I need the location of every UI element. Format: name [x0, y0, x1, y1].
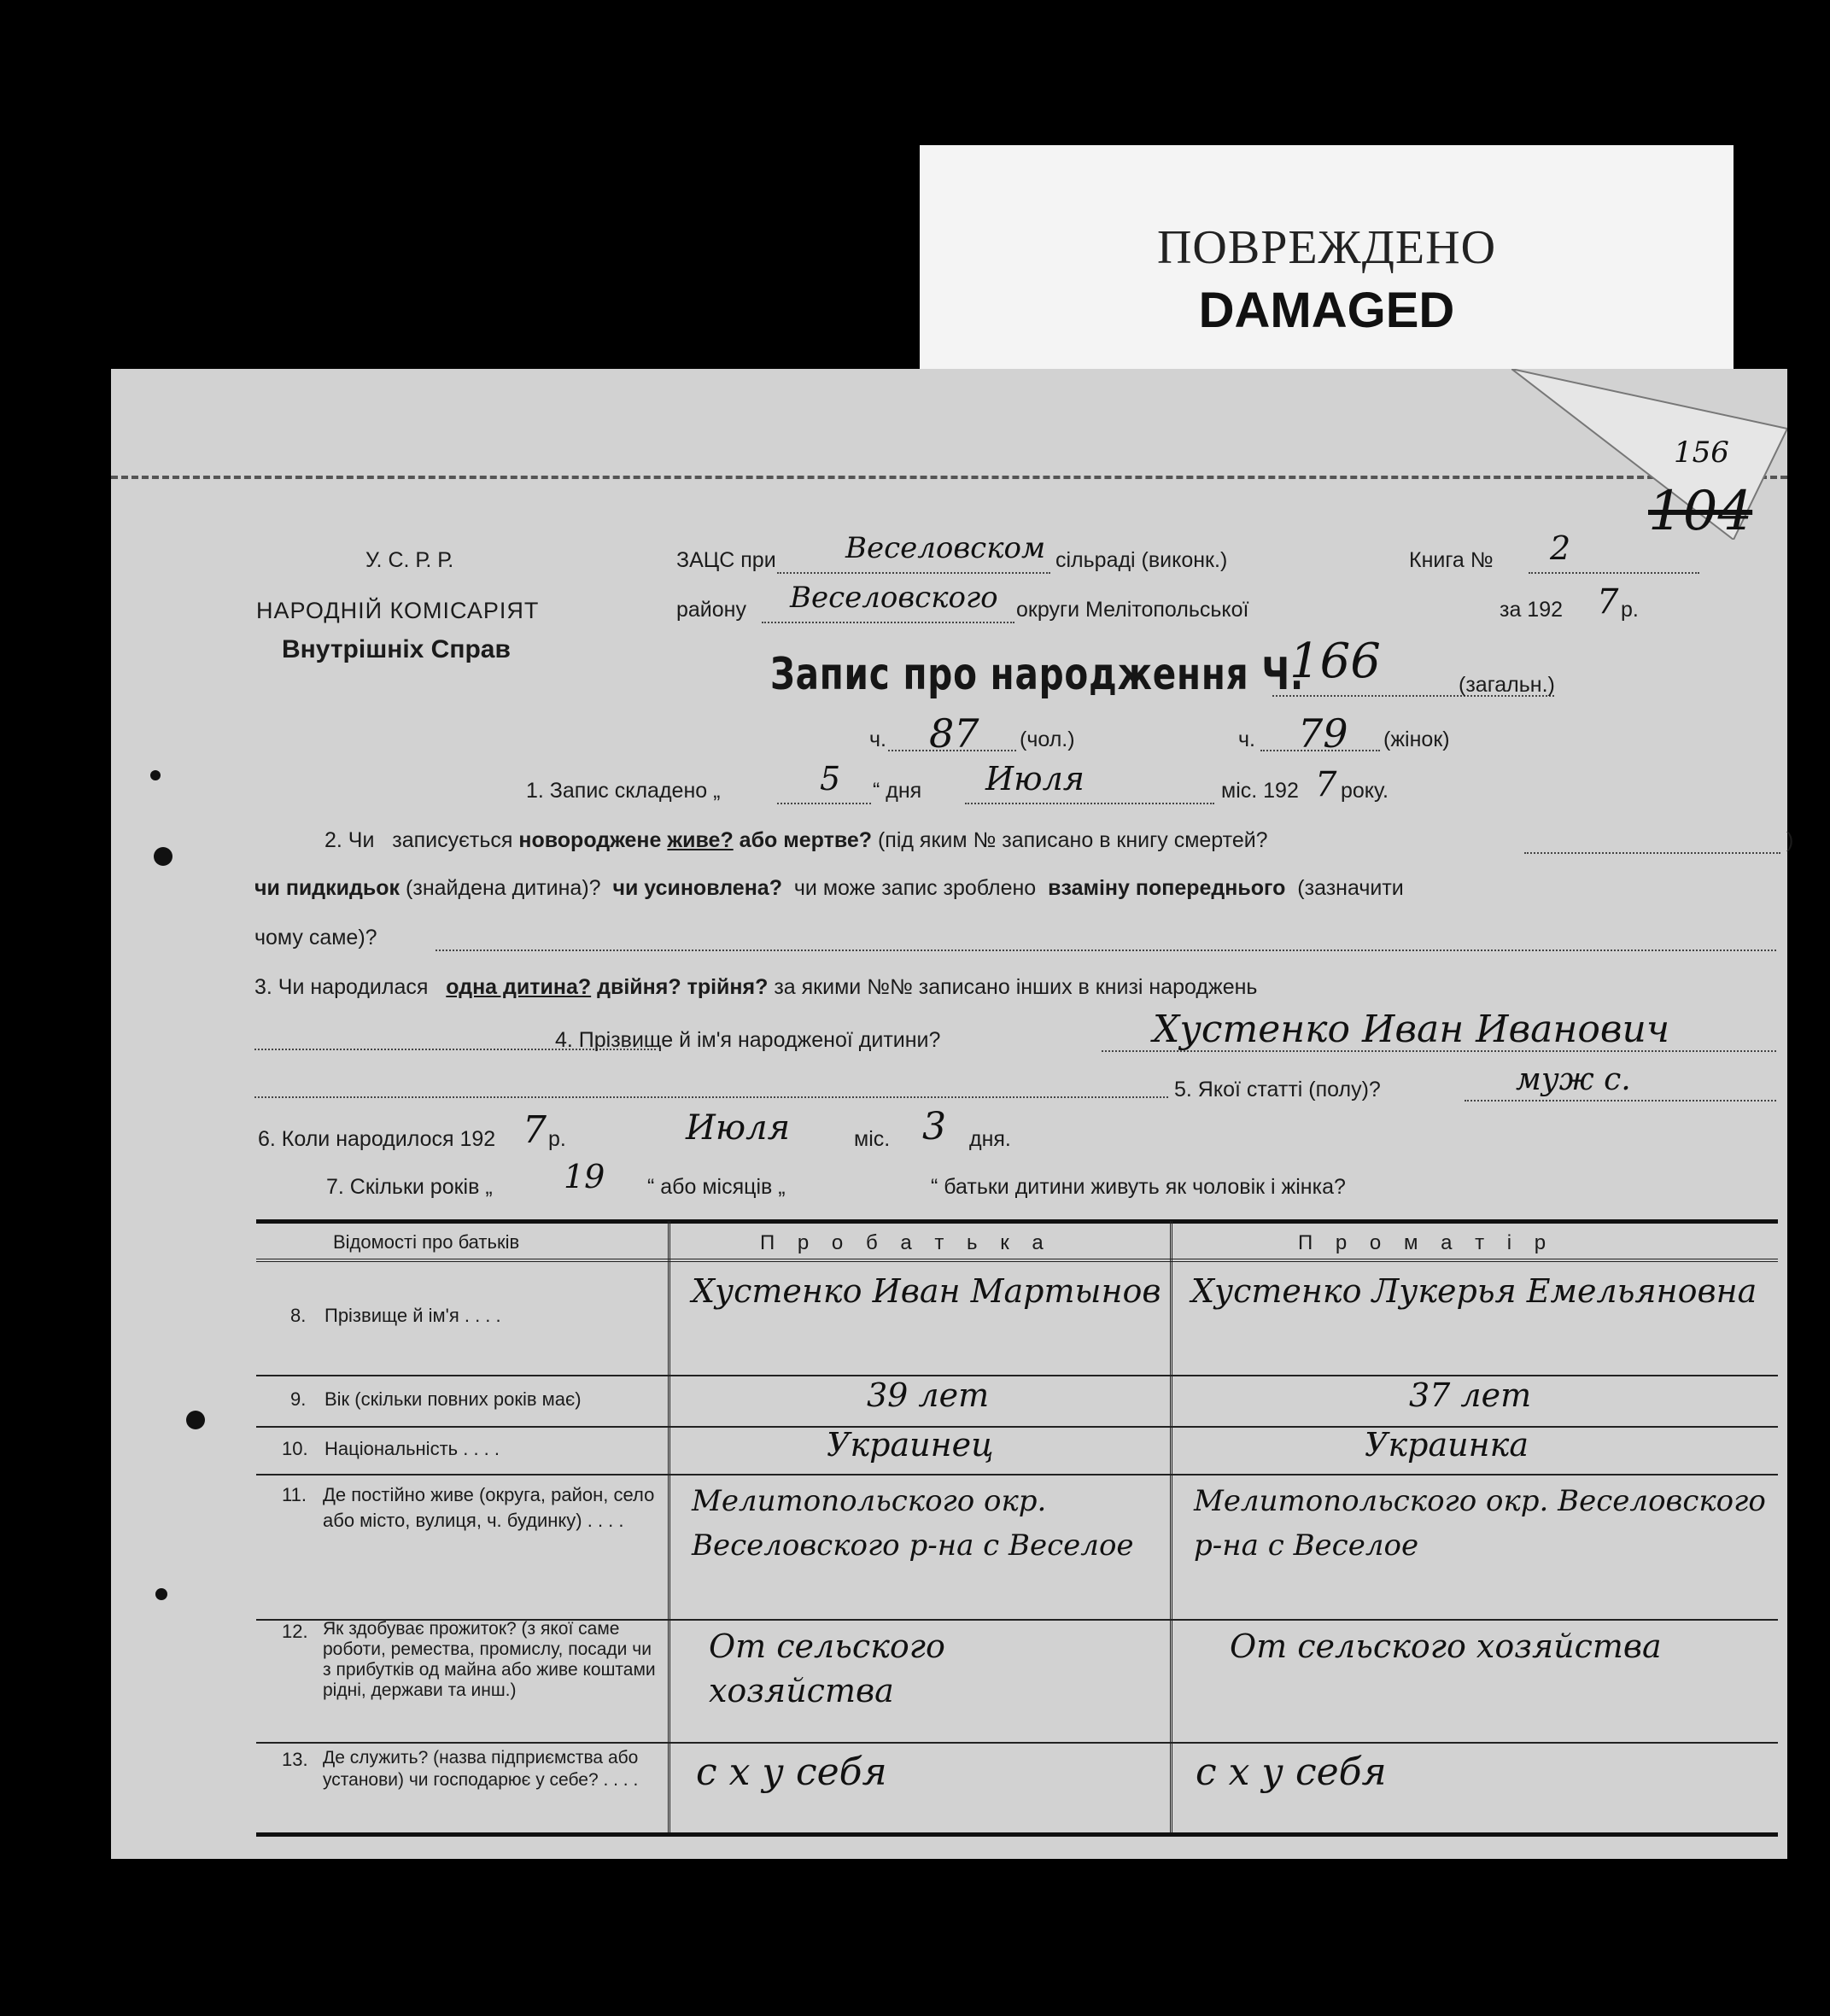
row10-label: Національність . . . . [324, 1438, 500, 1459]
q2-num: 2. Чи [324, 828, 375, 852]
q1-year-digit: 7 [1315, 765, 1337, 804]
row11-num: 11. [282, 1484, 307, 1505]
row11-mother: Мелитопольского окр. Веселовского р-на с Веселое [1194, 1484, 1766, 1563]
q1-month-word: міс. 192 [1221, 779, 1299, 803]
q2-text-e: (зазначити [1297, 876, 1404, 900]
damaged-stamp [920, 145, 1734, 401]
record-number: 166 [1289, 634, 1381, 689]
damaged-stamp-en: DAMAGED [1198, 283, 1455, 338]
q6-label: 6. Коли народилося 192 [258, 1127, 496, 1151]
damaged-stamp-ru: ПОВРЕЖДЕНО [1156, 221, 1497, 274]
table-header-info: Відомості про батьків [333, 1231, 520, 1253]
republic-label: У. С. Р. Р. [365, 548, 454, 572]
q3-twins: двійня? [597, 975, 681, 999]
female-count: 79 [1298, 710, 1348, 757]
table-header-father: П р о б а т ь к а [760, 1231, 1052, 1254]
q2-newborn: новороджене [518, 828, 662, 852]
q1-label: 1. Запис складено „ [526, 779, 721, 803]
q1-year-word: року. [1341, 779, 1389, 803]
year-digit: 7 [1597, 582, 1619, 622]
q6-day-word: дня. [969, 1127, 1011, 1151]
female-prefix: ч. [1238, 728, 1255, 751]
q2-foundling: чи пидкидьок [254, 876, 400, 900]
q2-text-a: записується [392, 828, 513, 852]
record-title: Запис про народження Ч. [770, 649, 1305, 700]
crossed-number: 104 [1648, 480, 1753, 543]
book-number: 2 [1550, 529, 1571, 567]
q1-month: Июля [985, 760, 1085, 798]
q5-answer: муж с. [1516, 1062, 1631, 1097]
district-value: Веселовского [790, 581, 998, 615]
row12-num: 12. [282, 1621, 308, 1642]
male-label: (чол.) [1020, 728, 1075, 751]
year-prefix: за 192 [1500, 598, 1564, 622]
q4-answer: Хустенко Иван Иванович [1153, 1008, 1670, 1051]
q7-end: “ батьки дитини живуть як чоловік і жінка? [931, 1175, 1346, 1199]
male-count: 87 [929, 710, 979, 757]
q6-day: 3 [922, 1105, 946, 1148]
q3-label: 3. Чи народилася [254, 975, 429, 999]
pencil-number: 156 [1674, 435, 1729, 470]
q2-text-d: чи може запис зроблено [793, 876, 1037, 900]
q1-day: 5 [820, 760, 841, 798]
male-prefix: ч. [869, 728, 886, 751]
row11-father: Мелитопольского окр. Веселовского р-на с Веселое [692, 1484, 1134, 1563]
q2-text-c: (знайдена дитина)? [406, 876, 601, 900]
q2-close: ) [1786, 828, 1794, 852]
q3-triplets: трійня? [687, 975, 769, 999]
district-suffix: округи Мелітопольської [1016, 598, 1249, 622]
row13-father: с х у себя [696, 1750, 887, 1794]
q7-label: 7. Скільки років „ [326, 1175, 493, 1199]
q6-month-word: міс. [854, 1127, 891, 1151]
row9-mother: 37 лет [1409, 1376, 1532, 1414]
q5-label: 5. Якої статті (полу)? [1174, 1078, 1381, 1101]
q7-years: 19 [564, 1158, 605, 1195]
year-suffix: р. [1621, 598, 1639, 622]
commissariat-label: НАРОДНІЙ КОМІСАРІЯТ [256, 598, 540, 623]
row8-num: 8. [290, 1305, 307, 1326]
row9-label: Вік (скільки повних років має) [324, 1388, 582, 1410]
q1-day-word: “ дня [873, 779, 922, 803]
row9-num: 9. [290, 1388, 307, 1410]
row11-label: Де постійно живе (округа, район, село або місто, вулиця, ч. будинку) . . . . [323, 1484, 655, 1531]
female-label: (жінок) [1383, 728, 1450, 751]
row10-mother: Украинка [1365, 1426, 1529, 1464]
row8-mother: Хустенко Лукерья Емельяновна [1191, 1272, 1757, 1310]
q3-text: за якими №№ записано інших в книзі народжень [774, 975, 1258, 999]
q6-year-word: р. [548, 1127, 566, 1151]
book-label: Книга № [1409, 548, 1494, 572]
table-header-mother: П р о м а т і р [1298, 1231, 1555, 1254]
row8-father: Хустенко Иван Мартынов [692, 1272, 1161, 1310]
row10-num: 10. [282, 1438, 308, 1459]
q2-alive: живе? [667, 828, 734, 852]
row9-father: 39 лет [867, 1376, 990, 1414]
row12-father: От сельского хозяйства [709, 1627, 945, 1709]
zags-prefix: ЗАЦС при [676, 548, 776, 572]
q7-mid: “ або місяців „ [647, 1175, 786, 1199]
row13-num: 13. [282, 1749, 308, 1770]
row12-label: Як здобуває прожиток? (з якої саме роботи, ремества, промислу, посади чи з прибутків од майна або живе коштами рідні, держави та инш.) [323, 1619, 656, 1700]
q6-year-digit: 7 [523, 1108, 547, 1152]
row13-label: Де служить? (назва підприємства або установи) чи господарює у себе? . . . . [323, 1748, 639, 1790]
zags-suffix: сільраді (виконк.) [1055, 548, 1228, 572]
row12-mother: От сельского хозяйства [1230, 1627, 1662, 1665]
village-council-value: Веселовском [845, 531, 1046, 565]
q2-adopted: чи усиновлена? [612, 876, 782, 900]
department-label: Внутрішніх Справ [282, 635, 511, 663]
row8-label: Прізвище й ім'я . . . . [324, 1305, 501, 1326]
district-prefix: району [676, 598, 746, 622]
q3-single: одна дитина? [446, 975, 592, 999]
birth-record-sheet [111, 369, 1794, 1859]
q2-text-f: чому саме)? [254, 926, 377, 950]
q4-label: 4. Прізвище й ім'я народженої дитини? [555, 1028, 941, 1052]
row13-mother: с х у себя [1196, 1750, 1387, 1794]
q6-month: Июля [686, 1108, 791, 1148]
q2-dead: або мертве? [739, 828, 873, 852]
total-label: (загальн.) [1459, 673, 1555, 697]
q2-text-b: (під яким № записано в книгу смертей? [877, 828, 1268, 852]
q2-instead: взаміну попереднього [1048, 876, 1286, 900]
row10-father: Украинец [827, 1426, 994, 1464]
